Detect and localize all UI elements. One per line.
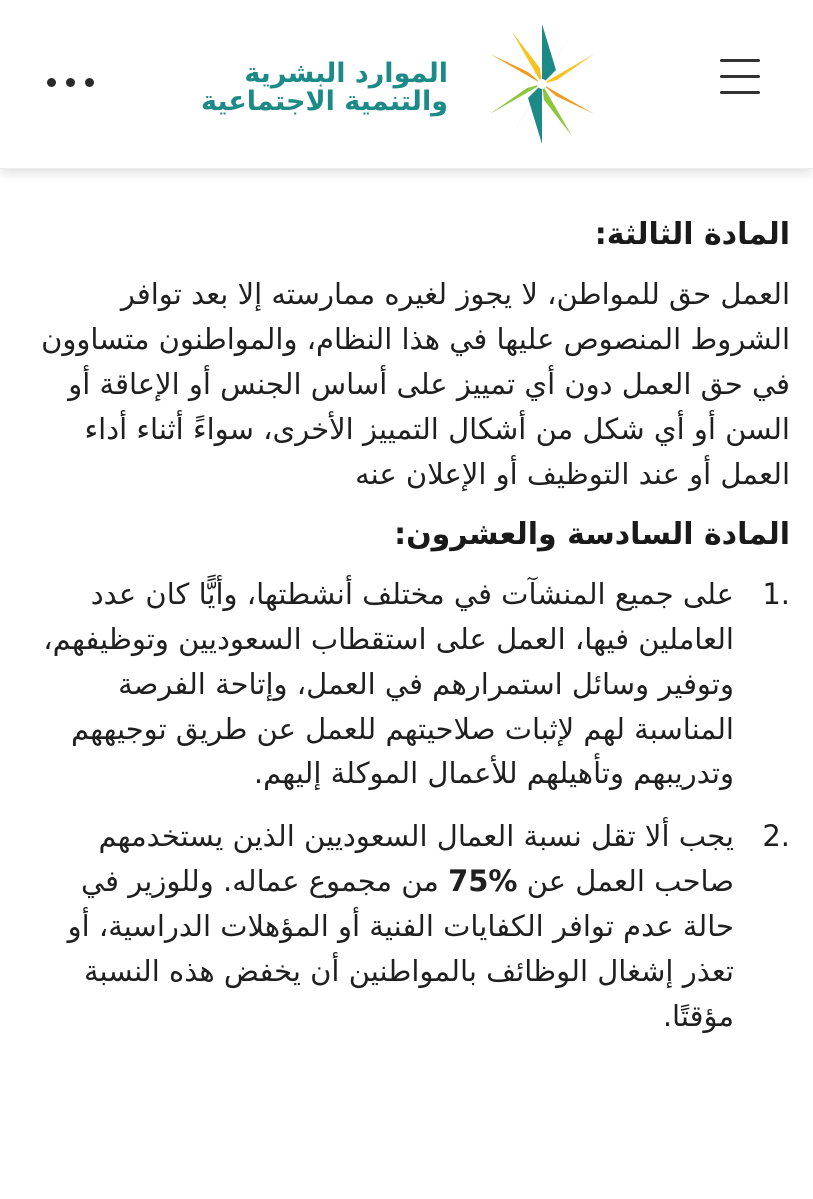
article-3-heading: المادة الثالثة: [594, 217, 790, 252]
list-item-text-before: يجب ألا تقل نسبة العمال السعوديين الذين يستخدمهم صاحب العمل عن [98, 819, 734, 899]
logo-text [198, 60, 448, 117]
logo-title-line-1: الموارد البشرية [244, 58, 448, 89]
list-item-text: على جميع المنشآت في مختلف أنشطتها، وأيًّا كان عدد العاملين فيها، العمل على استقطاب السعوديين وتوظيفهم، وتوفير وسائل استمرارهم في العمل، وإتاحة الفرصة المناسبة لهم لإثبات صلاحيتهم للعمل عن طريق توجيههم وتدريبهم وتأهيلهم للأعمال الموكلة إليهم. [43, 576, 734, 791]
list-item-text-after: من مجموع عماله. وللوزير في حالة عدم توافر الكفايات الفنية أو المؤهلات الدراسية، أو تعذر إشغال الوظائف بالمواطنين أن يخفض هذه النسبة مؤقتًا. [67, 864, 734, 1034]
hamburger-menu-icon [720, 59, 760, 62]
hamburger-menu-icon [720, 91, 760, 94]
article-3-body: العمل حق للمواطن، لا يجوز لغيره ممارسته إلا بعد توافر الشروط المنصوص عليها في هذا النظام، والمواطنون متساوون في حق العمل دون أي تمييز على أساس الجنس أو الإعاقة أو السن أو أي شكل من أشكال التمييز الأخرى، سواءً أثناء أداء العمل أو عند التوظيف أو الإعلان عنه [41, 277, 790, 491]
more-horizontal-icon [47, 78, 56, 87]
article-content [30, 215, 790, 1057]
more-options-button[interactable] [30, 60, 110, 104]
ministry-logo[interactable] [200, 14, 620, 154]
list-item-number: 2. [762, 819, 790, 854]
logo-title-line-2: والتنمية الاجتماعية [200, 86, 448, 118]
list-item [30, 572, 790, 797]
article-26-list [30, 572, 790, 1039]
more-horizontal-icon [66, 78, 75, 87]
ministry-emblem-icon [465, 14, 620, 154]
more-horizontal-icon [85, 78, 94, 87]
hamburger-menu-button[interactable] [712, 55, 768, 101]
hamburger-menu-icon [720, 75, 760, 78]
saudization-percentage: 75% [448, 864, 518, 899]
list-item [30, 814, 790, 1039]
app-header [0, 0, 813, 169]
article-26-heading: المادة السادسة والعشرون: [394, 516, 790, 552]
list-item-number: 1. [762, 576, 790, 611]
